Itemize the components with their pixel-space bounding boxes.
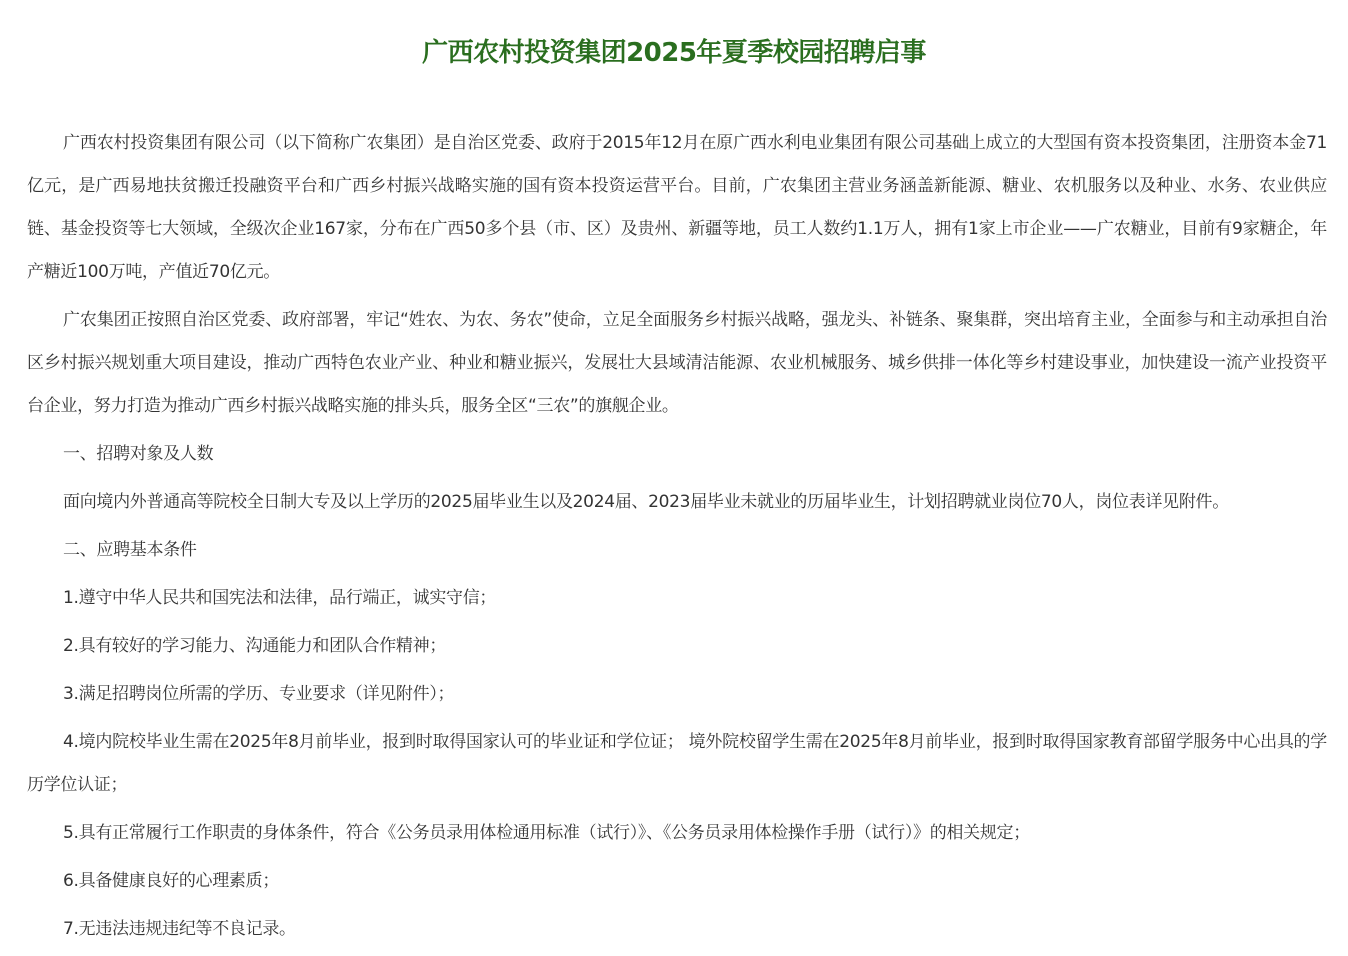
article-body	[27, 122, 1327, 956]
requirement-item: 6.具备健康良好的心理素质；	[63, 871, 280, 891]
section-heading-basic-requirements: 二、应聘基本条件	[63, 540, 197, 560]
intro-paragraph: 广西农村投资集团有限公司（以下简称广农集团）是自治区党委、政府于2015年12月在原广西水利电业集团有限公司基础上成立的大型国有资本投资集团，注册资本金71亿元，是广西易地扶贫搬迁投融资平台和广西乡村振兴战略实施的国有资本投资运营平台。目前，广农集团主营业务涵盖新能源、糖业、农机服务以及种业、水务、农业供应链、基金投资等七大领域，全级次企业167家，分布在广西50多个县（市、区）及贵州、新疆等地，员工人数约1.1万人，拥有1家上市企业——广农糖业，目前有9家糖企，年产糖近100万吨，产值近70亿元。	[27, 133, 1327, 282]
requirement-item: 7.无违法违规违纪等不良记录。	[63, 919, 296, 939]
page-title: 广西农村投资集团2025年夏季校园招聘启事	[422, 38, 926, 68]
requirement-item: 2.具有较好的学习能力、沟通能力和团队合作精神；	[63, 636, 447, 656]
recruitment-targets-paragraph: 面向境内外普通高等院校全日制大专及以上学历的2025届毕业生以及2024届、2023届毕业未就业的历届毕业生，计划招聘就业岗位70人，岗位表详见附件。	[63, 492, 1229, 512]
requirement-item: 1.遵守中华人民共和国宪法和法律，品行端正，诚实守信；	[63, 588, 497, 608]
section-heading-recruitment-targets: 一、招聘对象及人数	[63, 444, 214, 464]
requirement-item: 4.境内院校毕业生需在2025年8月前毕业，报到时取得国家认可的毕业证和学位证； 境外院校留学生需在2025年8月前毕业，报到时取得国家教育部留学服务中心出具的学历学位认证；	[27, 732, 1327, 795]
requirement-item: 5.具有正常履行工作职责的身体条件，符合《公务员录用体检通用标准（试行）》、《公务员录用体检操作手册（试行）》的相关规定；	[63, 823, 1030, 843]
mission-paragraph: 广农集团正按照自治区党委、政府部署，牢记“姓农、为农、务农”使命，立足全面服务乡村振兴战略，强龙头、补链条、聚集群，突出培育主业，全面参与和主动承担自治区乡村振兴规划重大项目建设，推动广西特色农业产业、种业和糖业振兴，发展壮大县域清洁能源、农业机械服务、城乡供排一体化等乡村建设事业，加快建设一流产业投资平台企业，努力打造为推动广西乡村振兴战略实施的排头兵，服务全区“三农”的旗舰企业。	[27, 310, 1327, 416]
requirement-item: 3.满足招聘岗位所需的学历、专业要求（详见附件）；	[63, 684, 455, 704]
